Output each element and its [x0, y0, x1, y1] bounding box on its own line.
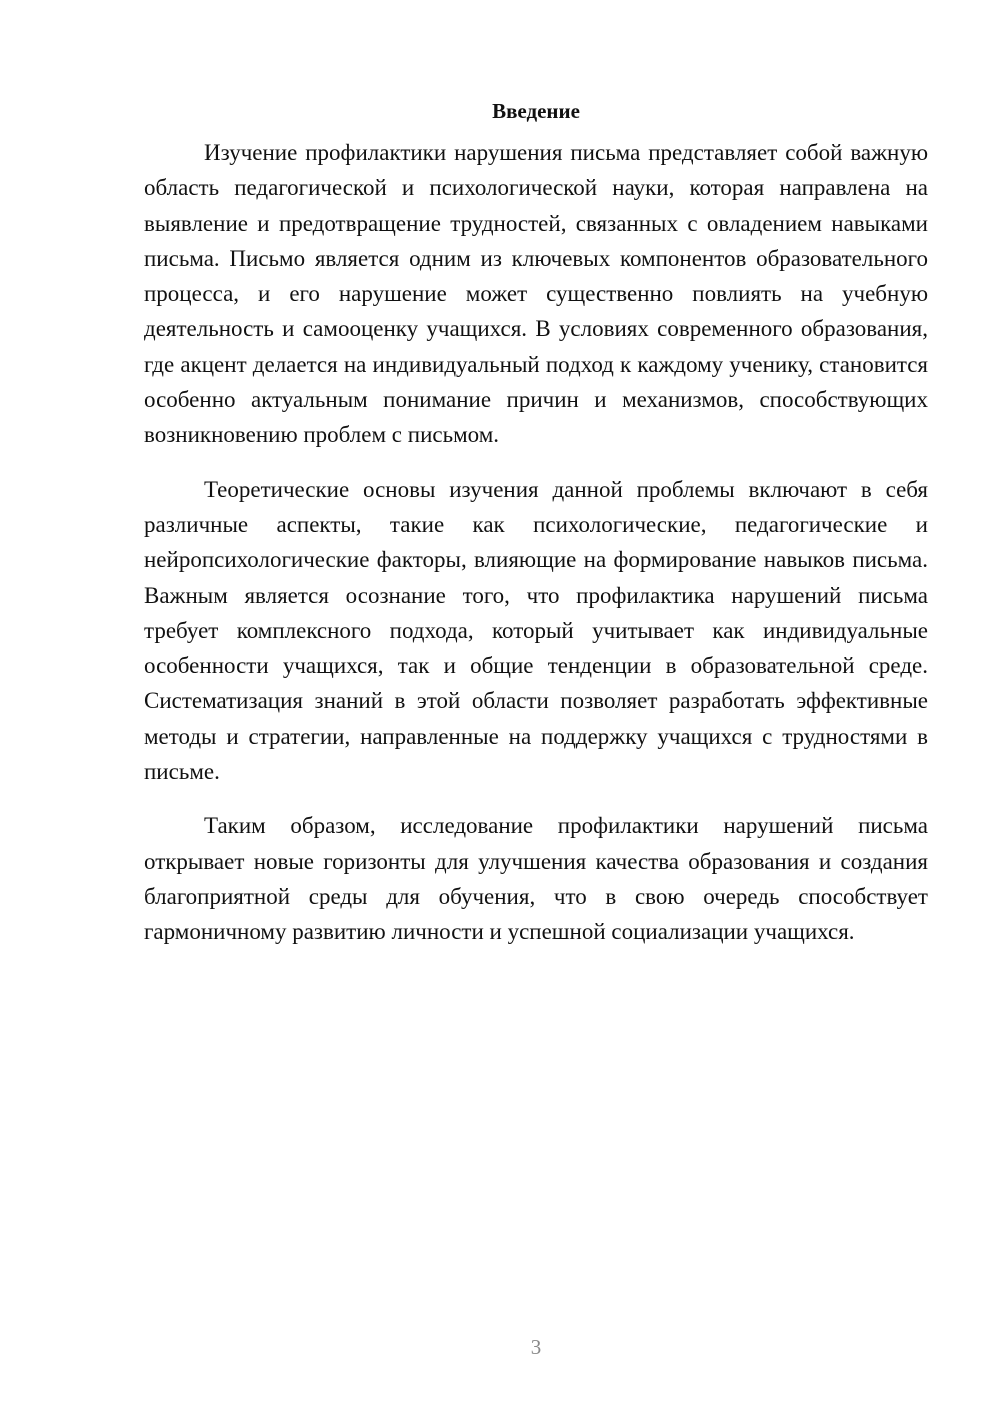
- paragraph-1: Изучение профилактики нарушения письма представляет собой важную область педагогической и психологической науки, которая направлена на выявление и предотвращение трудностей, связанных с овладением навыками письма. Письмо является одним из ключевых компонентов образовательного процесса, и его нарушение может существенно повлиять на учебную деятельность и самооценку учащихся. В условиях современного образования, где акцент делается на индивидуальный подход к каждому ученику, становится особенно актуальным понимание причин и механизмов, способствующих возникновению проблем с письмом.: [144, 140, 928, 448]
- page-number: 3: [530, 1335, 542, 1359]
- section-title: Введение: [492, 99, 580, 123]
- page-content: [144, 96, 928, 969]
- paragraph-3: Таким образом, исследование профилактики нарушений письма открывает новые горизонты для улучшения качества образования и создания благоприятной среды для обучения, что в свою очередь способствует гармоничному развитию личности и успешной социализации учащихся.: [144, 813, 928, 945]
- paragraph-2: Теоретические основы изучения данной проблемы включают в себя различные аспекты, такие как психологические, педагогические и нейропсихологические факторы, влияющие на формирование навыков письма. Важным является осознание того, что профилактика нарушений письма требует комплексного подхода, который учитывает как индивидуальные особенности учащихся, так и общие тенденции в образовательной среде. Систематизация знаний в этой области позволяет разработать эффективные методы и стратегии, направленные на поддержку учащихся с трудностями в письме.: [144, 476, 928, 785]
